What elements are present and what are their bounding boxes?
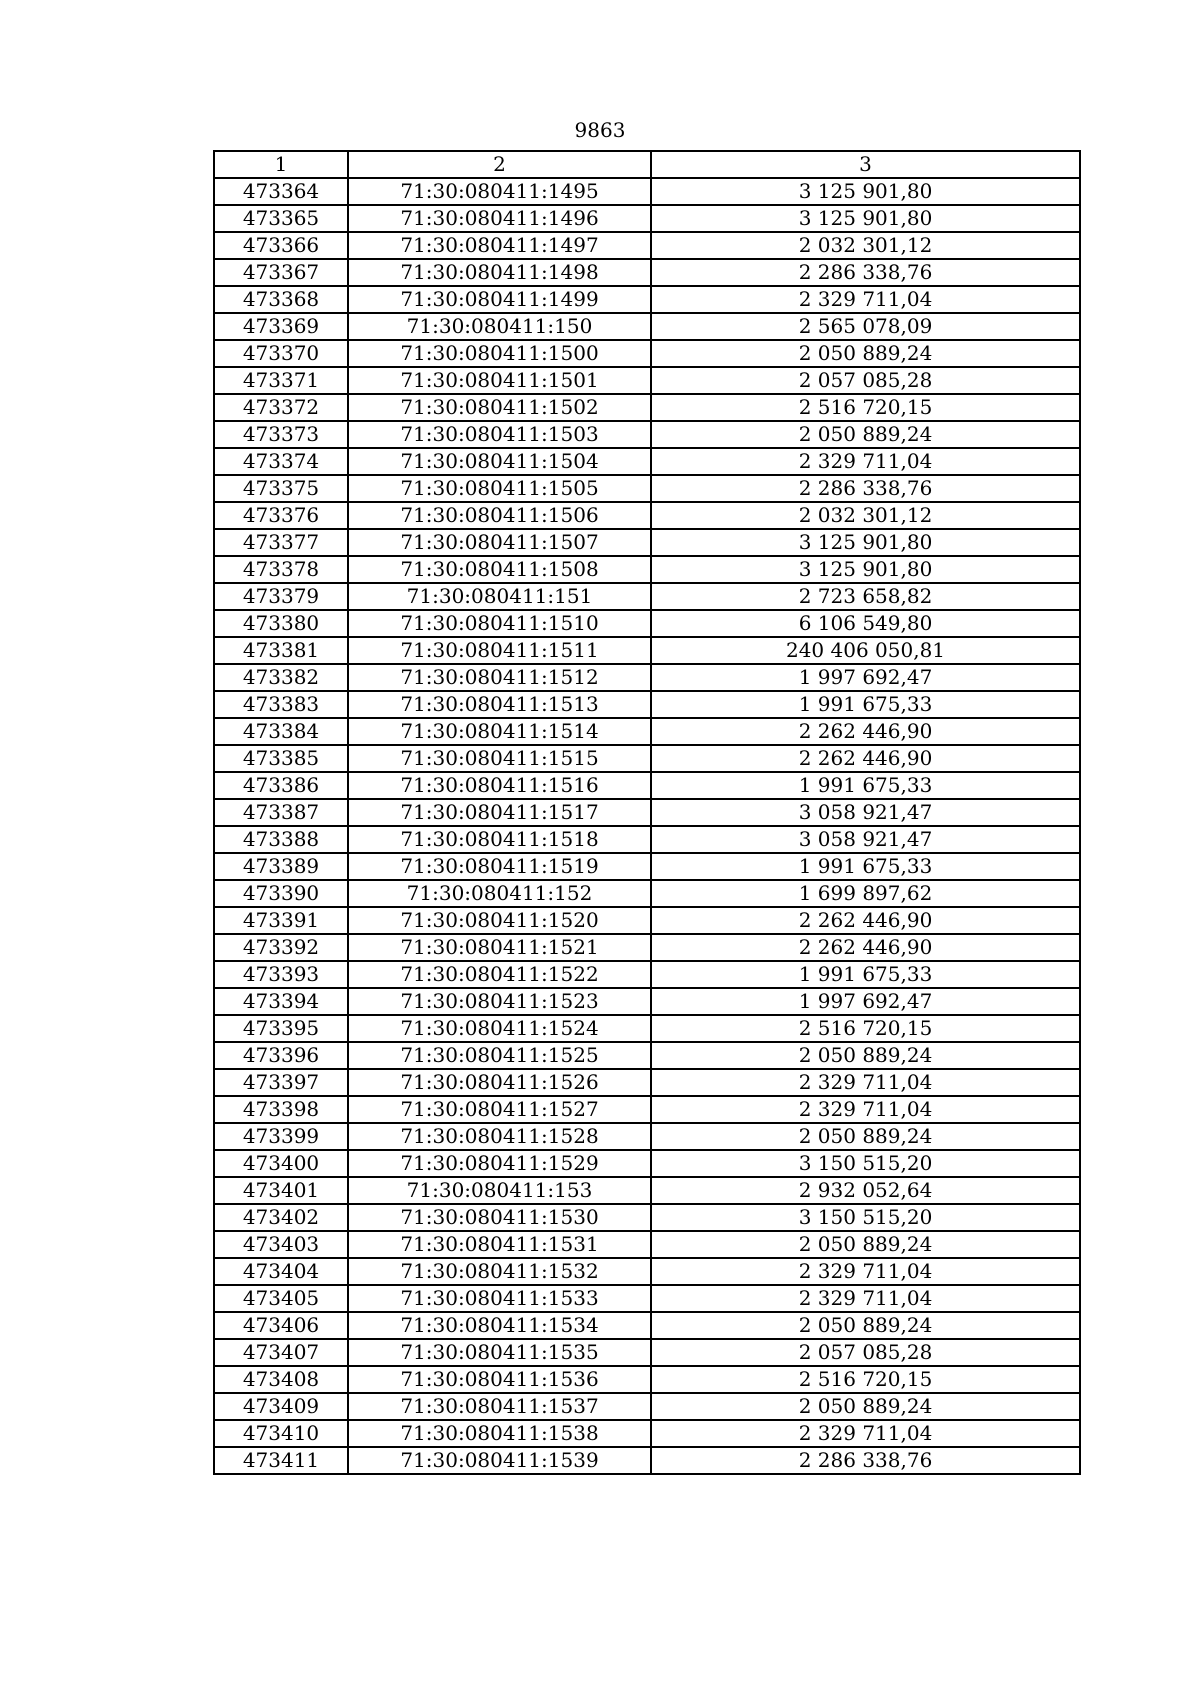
column-header-3: 3 (651, 151, 1080, 178)
table-row (214, 1096, 1080, 1123)
page-number: 9863 (574, 118, 626, 142)
row-number-cell: 473396 (214, 1042, 348, 1069)
cadastral-number-cell: 71:30:080411:1495 (348, 178, 651, 205)
table-row (214, 988, 1080, 1015)
row-number-cell: 473387 (214, 799, 348, 826)
table-row (214, 853, 1080, 880)
row-number-cell: 473410 (214, 1420, 348, 1447)
table-row (214, 772, 1080, 799)
cadastral-value-cell: 1 699 897,62 (651, 880, 1080, 907)
cadastral-value-cell: 1 997 692,47 (651, 988, 1080, 1015)
cadastral-value-cell: 2 032 301,12 (651, 502, 1080, 529)
cadastral-value-cell: 2 050 889,24 (651, 421, 1080, 448)
cadastral-number-cell: 71:30:080411:1531 (348, 1231, 651, 1258)
cadastral-number-cell: 71:30:080411:1518 (348, 826, 651, 853)
cadastral-number-cell: 71:30:080411:1525 (348, 1042, 651, 1069)
cadastral-number-cell: 71:30:080411:1497 (348, 232, 651, 259)
row-number-cell: 473407 (214, 1339, 348, 1366)
row-number-cell: 473381 (214, 637, 348, 664)
table-body (214, 178, 1080, 1474)
table-row (214, 610, 1080, 637)
row-number-cell: 473399 (214, 1123, 348, 1150)
table-row (214, 880, 1080, 907)
cadastral-value-cell: 2 932 052,64 (651, 1177, 1080, 1204)
table-row (214, 961, 1080, 988)
row-number-cell: 473389 (214, 853, 348, 880)
table-row (214, 1150, 1080, 1177)
row-number-cell: 473403 (214, 1231, 348, 1258)
cadastral-number-cell: 71:30:080411:1501 (348, 367, 651, 394)
row-number-cell: 473377 (214, 529, 348, 556)
row-number-cell: 473383 (214, 691, 348, 718)
cadastral-value-cell: 2 329 711,04 (651, 1069, 1080, 1096)
table-row (214, 475, 1080, 502)
table-row (214, 178, 1080, 205)
table-row (214, 259, 1080, 286)
cadastral-number-cell: 71:30:080411:151 (348, 583, 651, 610)
cadastral-number-cell: 71:30:080411:1511 (348, 637, 651, 664)
row-number-cell: 473408 (214, 1366, 348, 1393)
cadastral-number-cell: 71:30:080411:1516 (348, 772, 651, 799)
table-row (214, 664, 1080, 691)
table-row (214, 1366, 1080, 1393)
cadastral-value-cell: 2 565 078,09 (651, 313, 1080, 340)
row-number-cell: 473365 (214, 205, 348, 232)
cadastral-value-cell: 1 991 675,33 (651, 961, 1080, 988)
cadastral-value-table (213, 150, 1081, 1475)
cadastral-value-cell: 1 991 675,33 (651, 691, 1080, 718)
cadastral-number-cell: 71:30:080411:1527 (348, 1096, 651, 1123)
cadastral-value-cell: 6 106 549,80 (651, 610, 1080, 637)
cadastral-number-cell: 71:30:080411:1526 (348, 1069, 651, 1096)
cadastral-number-cell: 71:30:080411:1536 (348, 1366, 651, 1393)
cadastral-value-cell: 3 125 901,80 (651, 205, 1080, 232)
row-number-cell: 473391 (214, 907, 348, 934)
cadastral-number-cell: 71:30:080411:1504 (348, 448, 651, 475)
table-row (214, 826, 1080, 853)
cadastral-number-cell: 71:30:080411:1503 (348, 421, 651, 448)
table-row (214, 691, 1080, 718)
cadastral-number-cell: 71:30:080411:1513 (348, 691, 651, 718)
cadastral-number-cell: 71:30:080411:1517 (348, 799, 651, 826)
cadastral-number-cell: 71:30:080411:1538 (348, 1420, 651, 1447)
table-row (214, 1420, 1080, 1447)
cadastral-number-cell: 71:30:080411:1532 (348, 1258, 651, 1285)
cadastral-value-cell: 3 058 921,47 (651, 799, 1080, 826)
row-number-cell: 473372 (214, 394, 348, 421)
cadastral-value-cell: 2 329 711,04 (651, 1096, 1080, 1123)
row-number-cell: 473374 (214, 448, 348, 475)
table-row (214, 1312, 1080, 1339)
table-row (214, 421, 1080, 448)
row-number-cell: 473386 (214, 772, 348, 799)
cadastral-number-cell: 71:30:080411:1515 (348, 745, 651, 772)
cadastral-value-cell: 2 286 338,76 (651, 1447, 1080, 1474)
table-row (214, 1285, 1080, 1312)
cadastral-value-cell: 2 032 301,12 (651, 232, 1080, 259)
row-number-cell: 473390 (214, 880, 348, 907)
cadastral-value-cell: 2 050 889,24 (651, 1393, 1080, 1420)
row-number-cell: 473402 (214, 1204, 348, 1231)
cadastral-number-cell: 71:30:080411:1534 (348, 1312, 651, 1339)
cadastral-number-cell: 71:30:080411:1533 (348, 1285, 651, 1312)
row-number-cell: 473388 (214, 826, 348, 853)
cadastral-value-cell: 2 262 446,90 (651, 745, 1080, 772)
row-number-cell: 473406 (214, 1312, 348, 1339)
table-row (214, 745, 1080, 772)
cadastral-number-cell: 71:30:080411:1499 (348, 286, 651, 313)
cadastral-number-cell: 71:30:080411:1530 (348, 1204, 651, 1231)
table-header-row (214, 151, 1080, 178)
row-number-cell: 473376 (214, 502, 348, 529)
cadastral-value-cell: 2 050 889,24 (651, 1123, 1080, 1150)
cadastral-value-cell: 1 997 692,47 (651, 664, 1080, 691)
table-row (214, 1231, 1080, 1258)
table-row (214, 907, 1080, 934)
row-number-cell: 473380 (214, 610, 348, 637)
table-row (214, 1393, 1080, 1420)
cadastral-number-cell: 71:30:080411:1537 (348, 1393, 651, 1420)
cadastral-number-cell: 71:30:080411:1521 (348, 934, 651, 961)
row-number-cell: 473394 (214, 988, 348, 1015)
cadastral-value-cell: 2 262 446,90 (651, 907, 1080, 934)
cadastral-value-cell: 2 057 085,28 (651, 367, 1080, 394)
cadastral-value-cell: 240 406 050,81 (651, 637, 1080, 664)
cadastral-number-cell: 71:30:080411:150 (348, 313, 651, 340)
row-number-cell: 473369 (214, 313, 348, 340)
cadastral-number-cell: 71:30:080411:1512 (348, 664, 651, 691)
table-row (214, 1177, 1080, 1204)
cadastral-value-cell: 3 125 901,80 (651, 529, 1080, 556)
cadastral-number-cell: 71:30:080411:1522 (348, 961, 651, 988)
row-number-cell: 473411 (214, 1447, 348, 1474)
row-number-cell: 473382 (214, 664, 348, 691)
row-number-cell: 473366 (214, 232, 348, 259)
cadastral-number-cell: 71:30:080411:1507 (348, 529, 651, 556)
row-number-cell: 473385 (214, 745, 348, 772)
row-number-cell: 473401 (214, 1177, 348, 1204)
cadastral-value-cell: 3 125 901,80 (651, 556, 1080, 583)
table-row (214, 1015, 1080, 1042)
cadastral-number-cell: 71:30:080411:1524 (348, 1015, 651, 1042)
table-row (214, 1447, 1080, 1474)
table-row (214, 205, 1080, 232)
cadastral-number-cell: 71:30:080411:1514 (348, 718, 651, 745)
table-row (214, 1069, 1080, 1096)
row-number-cell: 473378 (214, 556, 348, 583)
cadastral-value-cell: 3 150 515,20 (651, 1204, 1080, 1231)
column-header-1: 1 (214, 151, 348, 178)
cadastral-value-cell: 2 286 338,76 (651, 475, 1080, 502)
cadastral-value-cell: 3 058 921,47 (651, 826, 1080, 853)
cadastral-number-cell: 71:30:080411:1500 (348, 340, 651, 367)
row-number-cell: 473404 (214, 1258, 348, 1285)
row-number-cell: 473395 (214, 1015, 348, 1042)
row-number-cell: 473398 (214, 1096, 348, 1123)
table-row (214, 502, 1080, 529)
table-row (214, 313, 1080, 340)
row-number-cell: 473405 (214, 1285, 348, 1312)
cadastral-number-cell: 71:30:080411:1506 (348, 502, 651, 529)
row-number-cell: 473397 (214, 1069, 348, 1096)
cadastral-value-cell: 3 150 515,20 (651, 1150, 1080, 1177)
cadastral-number-cell: 71:30:080411:1520 (348, 907, 651, 934)
row-number-cell: 473379 (214, 583, 348, 610)
table-row (214, 1123, 1080, 1150)
table-row (214, 1042, 1080, 1069)
cadastral-value-cell: 2 329 711,04 (651, 448, 1080, 475)
cadastral-value-cell: 2 050 889,24 (651, 340, 1080, 367)
table-row (214, 1204, 1080, 1231)
cadastral-number-cell: 71:30:080411:1498 (348, 259, 651, 286)
table-row (214, 340, 1080, 367)
table-row (214, 556, 1080, 583)
cadastral-value-cell: 2 329 711,04 (651, 1420, 1080, 1447)
cadastral-number-cell: 71:30:080411:1508 (348, 556, 651, 583)
cadastral-number-cell: 71:30:080411:153 (348, 1177, 651, 1204)
row-number-cell: 473373 (214, 421, 348, 448)
row-number-cell: 473392 (214, 934, 348, 961)
cadastral-value-cell: 2 057 085,28 (651, 1339, 1080, 1366)
cadastral-value-cell: 2 516 720,15 (651, 394, 1080, 421)
table-row (214, 934, 1080, 961)
cadastral-number-cell: 71:30:080411:1539 (348, 1447, 651, 1474)
cadastral-value-cell: 2 723 658,82 (651, 583, 1080, 610)
table-row (214, 394, 1080, 421)
row-number-cell: 473400 (214, 1150, 348, 1177)
cadastral-value-cell: 2 286 338,76 (651, 259, 1080, 286)
cadastral-value-cell: 1 991 675,33 (651, 772, 1080, 799)
row-number-cell: 473368 (214, 286, 348, 313)
cadastral-number-cell: 71:30:080411:1535 (348, 1339, 651, 1366)
cadastral-value-cell: 1 991 675,33 (651, 853, 1080, 880)
row-number-cell: 473364 (214, 178, 348, 205)
row-number-cell: 473375 (214, 475, 348, 502)
row-number-cell: 473393 (214, 961, 348, 988)
table-row (214, 448, 1080, 475)
cadastral-value-cell: 2 329 711,04 (651, 1258, 1080, 1285)
table-row (214, 583, 1080, 610)
row-number-cell: 473409 (214, 1393, 348, 1420)
cadastral-number-cell: 71:30:080411:1496 (348, 205, 651, 232)
cadastral-value-cell: 2 050 889,24 (651, 1231, 1080, 1258)
table-row (214, 637, 1080, 664)
cadastral-number-cell: 71:30:080411:1502 (348, 394, 651, 421)
cadastral-value-cell: 2 516 720,15 (651, 1015, 1080, 1042)
cadastral-value-cell: 2 516 720,15 (651, 1366, 1080, 1393)
row-number-cell: 473371 (214, 367, 348, 394)
table-row (214, 1339, 1080, 1366)
table-row (214, 718, 1080, 745)
cadastral-number-cell: 71:30:080411:1529 (348, 1150, 651, 1177)
cadastral-number-cell: 71:30:080411:1528 (348, 1123, 651, 1150)
cadastral-value-cell: 2 329 711,04 (651, 1285, 1080, 1312)
cadastral-value-cell: 2 262 446,90 (651, 934, 1080, 961)
column-header-2: 2 (348, 151, 651, 178)
cadastral-number-cell: 71:30:080411:152 (348, 880, 651, 907)
row-number-cell: 473370 (214, 340, 348, 367)
row-number-cell: 473384 (214, 718, 348, 745)
cadastral-value-cell: 2 050 889,24 (651, 1042, 1080, 1069)
table-row (214, 286, 1080, 313)
cadastral-number-cell: 71:30:080411:1523 (348, 988, 651, 1015)
cadastral-value-cell: 2 262 446,90 (651, 718, 1080, 745)
table-row (214, 1258, 1080, 1285)
cadastral-number-cell: 71:30:080411:1510 (348, 610, 651, 637)
cadastral-number-cell: 71:30:080411:1519 (348, 853, 651, 880)
table-row (214, 367, 1080, 394)
cadastral-value-cell: 2 329 711,04 (651, 286, 1080, 313)
row-number-cell: 473367 (214, 259, 348, 286)
table-row (214, 799, 1080, 826)
cadastral-number-cell: 71:30:080411:1505 (348, 475, 651, 502)
table-row (214, 529, 1080, 556)
cadastral-value-cell: 2 050 889,24 (651, 1312, 1080, 1339)
table-row (214, 232, 1080, 259)
cadastral-value-cell: 3 125 901,80 (651, 178, 1080, 205)
